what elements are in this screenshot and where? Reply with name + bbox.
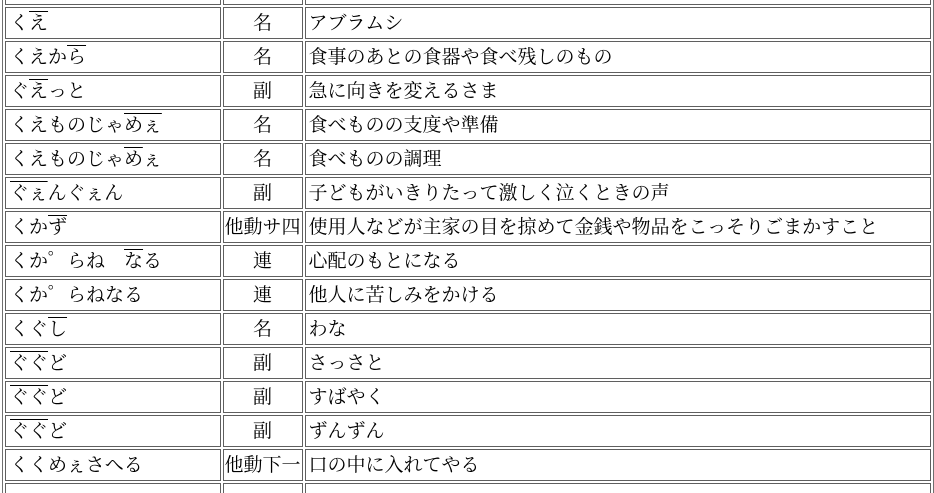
word-segment-overline: な (124, 250, 144, 272)
word-segment-overline: ぐぇ (10, 182, 48, 204)
word-cell (5, 313, 221, 345)
table-row (5, 381, 931, 413)
definition-cell: 急に向きを変えるさま (305, 75, 931, 107)
word-segment: っと (48, 80, 87, 102)
table-row-partial-top (5, 0, 931, 5)
definition-cell: ずんずん (305, 415, 931, 447)
table-row (5, 41, 931, 73)
definition-cell (305, 0, 931, 5)
word-segment: くか゜らね (10, 250, 125, 272)
definition-cell: 心配のもとになる (305, 245, 931, 277)
word-cell (5, 41, 221, 73)
word-segment: くえものじゃ (10, 114, 125, 136)
definition-cell: 使用人などが主家の目を掠めて金銭や物品をこっそりごまかすこと (305, 211, 931, 243)
word-segment-overline: ぐ (10, 386, 30, 408)
definition-cell: 食べものの調理 (305, 143, 931, 175)
word-cell (5, 75, 221, 107)
table-row (5, 347, 931, 379)
word-cell (5, 0, 221, 5)
pos-cell (223, 0, 303, 5)
word-cell (5, 347, 221, 379)
word-segment: ど (48, 386, 68, 408)
pos-cell: 名 (223, 313, 303, 345)
word-segment-overline: え (29, 80, 49, 102)
word-cell (5, 109, 221, 141)
definition-cell: 食べものの支度や準備 (305, 109, 931, 141)
word-cell (5, 143, 221, 175)
word-cell (5, 381, 221, 413)
definition-cell: さっさと (305, 347, 931, 379)
word-segment: くくめぇさへる (10, 454, 143, 476)
word-segment: ぇ (142, 148, 162, 170)
word-segment-overline: ら (67, 46, 87, 68)
definition-cell: 他人に苦しみをかける (305, 279, 931, 311)
definition-cell (305, 483, 931, 493)
pos-cell (223, 483, 303, 493)
pos-cell: 他動下一 (223, 449, 303, 481)
table-row (5, 415, 931, 447)
dictionary-table-body (5, 0, 931, 493)
word-segment: くえものじゃ (10, 148, 125, 170)
dictionary-table (2, 0, 934, 493)
pos-cell: 名 (223, 109, 303, 141)
table-row (5, 279, 931, 311)
word-segment: ど (48, 420, 68, 442)
pos-cell: 他動サ四 (223, 211, 303, 243)
word-segment: くか (10, 216, 49, 238)
table-row (5, 7, 931, 39)
table-row (5, 177, 931, 209)
table-row (5, 211, 931, 243)
word-cell (5, 483, 221, 493)
pos-cell: 名 (223, 143, 303, 175)
word-cell (5, 449, 221, 481)
table-row (5, 245, 931, 277)
pos-cell: 連 (223, 279, 303, 311)
table-row (5, 143, 931, 175)
word-segment: くえか (10, 46, 68, 68)
pos-cell: 副 (223, 415, 303, 447)
word-cell (5, 211, 221, 243)
table-row-partial-bottom (5, 483, 931, 493)
definition-cell: アブラムシ (305, 7, 931, 39)
word-segment-overline: ぐ (29, 386, 49, 408)
word-segment-overline: め (124, 148, 143, 170)
definition-cell: 食事のあとの食器や食べ残しのもの (305, 41, 931, 73)
word-segment-overline: ぐぐ (10, 420, 49, 442)
word-segment: ど (48, 352, 68, 374)
pos-cell: 副 (223, 381, 303, 413)
word-segment: く (10, 12, 30, 34)
word-cell (5, 7, 221, 39)
word-segment-overline: し (48, 318, 68, 340)
word-segment: ぐ (10, 80, 30, 102)
word-segment-overline: ず (48, 216, 68, 238)
word-segment: くぐ (10, 318, 49, 340)
pos-cell: 名 (223, 41, 303, 73)
pos-cell: 副 (223, 75, 303, 107)
definition-cell: 口の中に入れてやる (305, 449, 931, 481)
word-cell (5, 177, 221, 209)
word-cell (5, 245, 221, 277)
table-row (5, 449, 931, 481)
word-segment-overline: ぐぐ (10, 352, 49, 374)
table-row (5, 75, 931, 107)
word-segment: んぐぇん (47, 182, 124, 204)
definition-cell: わな (305, 313, 931, 345)
word-segment-overline: え (29, 12, 49, 34)
table-row (5, 109, 931, 141)
pos-cell: 副 (223, 347, 303, 379)
pos-cell: 連 (223, 245, 303, 277)
word-segment: くか゜らねなる (10, 284, 144, 306)
pos-cell: 副 (223, 177, 303, 209)
definition-cell: すばやく (305, 381, 931, 413)
table-row (5, 313, 931, 345)
word-cell (5, 415, 221, 447)
definition-cell: 子どもがいきりたって激しく泣くときの声 (305, 177, 931, 209)
word-segment: る (143, 250, 163, 272)
pos-cell: 名 (223, 7, 303, 39)
word-cell (5, 279, 221, 311)
word-segment-overline: めぇ (124, 114, 162, 136)
